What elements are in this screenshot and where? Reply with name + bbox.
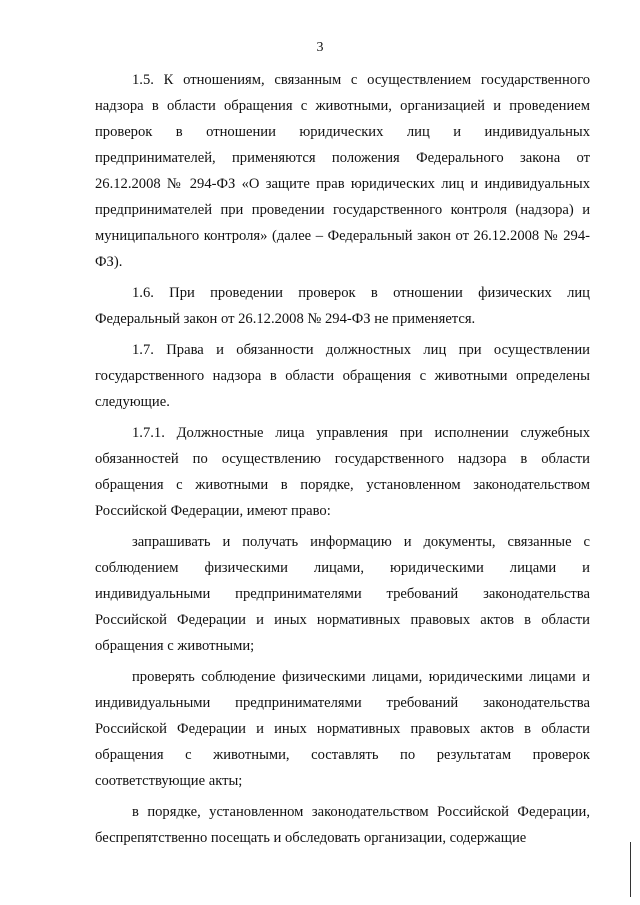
paragraph-right-verify-compliance: проверять соблюдение физическими лицами, юридическими лицами и индивидуальными предпринимателями требований законодательства Российской Федерации и иных нормативных правовых актов в области обращения с животными, составлять по результатам проверок соответствующие акты; <box>95 669 590 789</box>
paragraph-right-request-info: запрашивать и получать информацию и документы, связанные с соблюдением физическими лицами, юридическими лицами и индивидуальными предпринимателями требований законодательства Российской Федерации и иных нормативных правовых актов в области обращения с животными; <box>95 534 590 654</box>
page-number: 3 <box>316 40 324 55</box>
margin-line <box>630 842 631 897</box>
paragraph-right-visit-organizations: в порядке, установленном законодательством Российской Федерации, беспрепятственно посещать и обследовать организации, содержащие <box>95 804 590 846</box>
paragraph-1-7: 1.7. Права и обязанности должностных лиц при осуществлении государственного надзора в области обращения с животными определены следующие. <box>95 342 590 410</box>
paragraph-1-5: 1.5. К отношениям, связанным с осуществлением государственного надзора в области обращения с животными, организацией и проведением проверок в отношении юридических лиц и индивидуальных предпринимателей, применяются положения Федерального закона от 26.12.2008 № 294-ФЗ «О защите прав юридических лиц и индивидуальных предпринимателей при проведении государственного контроля (надзора) и муниципального контроля» (далее – Федеральный закон от 26.12.2008 № 294-ФЗ). <box>95 72 590 270</box>
document-body <box>95 67 590 856</box>
paragraph-1-7-1: 1.7.1. Должностные лица управления при исполнении служебных обязанностей по осуществлению государственного надзора в области обращения с животными в порядке, установленном законодательством Российской Федерации, имеют право: <box>95 425 590 519</box>
paragraph-1-6: 1.6. При проведении проверок в отношении физических лиц Федеральный закон от 26.12.2008 № 294-ФЗ не применяется. <box>95 285 590 327</box>
